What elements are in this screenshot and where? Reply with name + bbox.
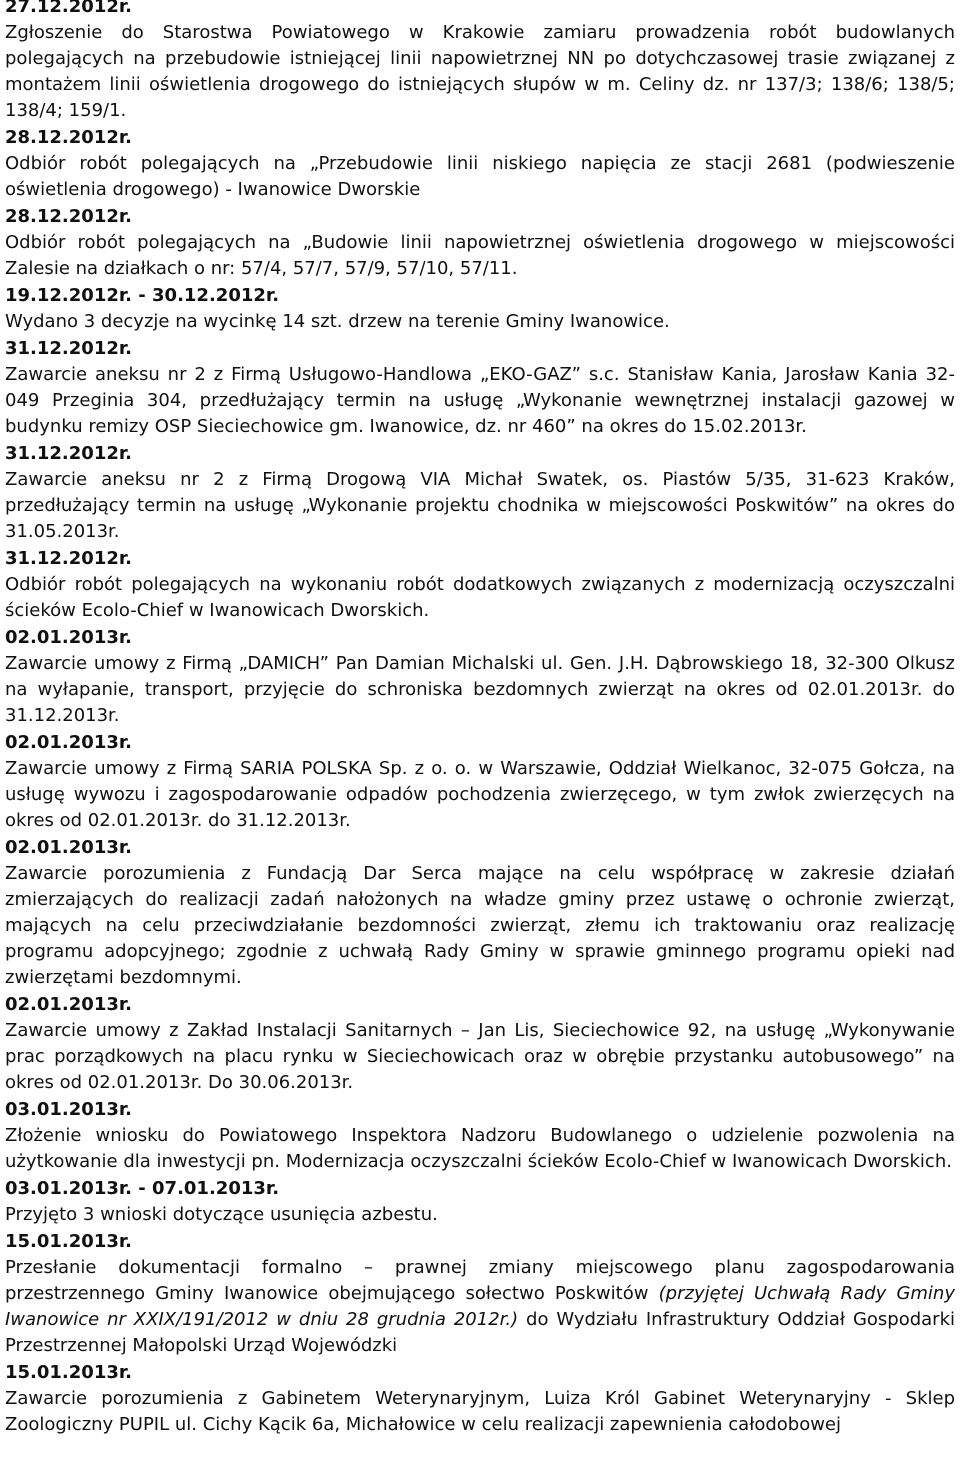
entry-date: 03.01.2013r. - 07.01.2013r. <box>5 1178 280 1199</box>
entry-date: 03.01.2013r. <box>5 1099 133 1120</box>
entry <box>5 625 955 729</box>
entry-text: Zawarcie umowy z Zakład Instalacji Sanitarnych – Jan Lis, Sieciechowice 92, na usługę „Wykonywanie prac porządkowych na placu rynku w Sieciechowicach oraz w obrębie przystanku autobusowego” na okres od 02.01.2013r. Do 30.06.2013r. <box>5 1020 955 1093</box>
entry-date: 15.01.2013r. <box>5 1231 133 1252</box>
entry-text: Odbiór robót polegających na „Budowie linii napowietrznej oświetlenia drogowego w miejscowości Zalesie na działkach o nr: 57/4, 57/7, 57/9, 57/10, 57/11. <box>5 232 955 279</box>
entry <box>5 992 955 1096</box>
entry <box>5 1176 955 1228</box>
entry <box>5 283 955 335</box>
entry <box>5 0 955 124</box>
entry-date: 02.01.2013r. <box>5 732 133 753</box>
entry-text: Przyjęto 3 wnioski dotyczące usunięcia azbestu. <box>5 1204 438 1225</box>
entry-text: Odbiór robót polegających na wykonaniu robót dodatkowych związanych z modernizacją oczyszczalni ścieków Ecolo-Chief w Iwanowicach Dworskich. <box>5 574 955 621</box>
entry-date: 31.12.2012r. <box>5 548 133 569</box>
entry-date: 02.01.2013r. <box>5 837 133 858</box>
entry <box>5 441 955 545</box>
entry-date: 19.12.2012r. - 30.12.2012r. <box>5 285 280 306</box>
entry-date: 28.12.2012r. <box>5 127 133 148</box>
entry-date: 02.01.2013r. <box>5 627 133 648</box>
entry <box>5 204 955 282</box>
entry-text-part: Przesłanie dokumentacji formalno – prawnej zmiany miejscowego planu zagospodarowania przestrzennego Gminy Iwanowice obejmującego sołectwo Poskwitów <box>5 1257 955 1304</box>
entry-text: Zawarcie porozumienia z Gabinetem Weterynaryjnym, Luiza Król Gabinet Weterynaryjny - Sklep Zoologiczny PUPIL ul. Cichy Kącik 6a, Michałowice w celu realizacji zapewnienia całodobowej <box>5 1388 955 1435</box>
entry-date: 15.01.2013r. <box>5 1362 133 1383</box>
entry-date: 31.12.2012r. <box>5 443 133 464</box>
entry-date: 28.12.2012r. <box>5 206 133 227</box>
entry <box>5 1360 955 1438</box>
entry <box>5 1097 955 1175</box>
entry-date: 27.12.2012r. <box>5 0 133 17</box>
entry-text: Zgłoszenie do Starostwa Powiatowego w Krakowie zamiaru prowadzenia robót budowlanych polegających na przebudowie istniejącej linii napowietrznej NN po dotychczasowej trasie związanej z montażem linii oświetlenia drogowego do istniejących słupów w m. Celiny dz. nr 137/3; 138/6; 138/5; 138/4; 159/1. <box>5 22 955 121</box>
entry-text: Zawarcie umowy z Firmą SARIA POLSKA Sp. z o. o. w Warszawie, Oddział Wielkanoc, 32-075 Gołcza, na usługę wywozu i zagospodarowanie odpadów pochodzenia zwierzęcego, w tym zwłok zwierzęcych na okres od 02.01.2013r. do 31.12.2013r. <box>5 758 955 831</box>
entry <box>5 835 955 991</box>
entry-text: Odbiór robót polegających na „Przebudowie linii niskiego napięcia ze stacji 2681 (podwieszenie oświetlenia drogowego) - Iwanowice Dworskie <box>5 153 955 200</box>
entry-text: Wydano 3 decyzje na wycinkę 14 szt. drzew na terenie Gminy Iwanowice. <box>5 311 670 332</box>
entry <box>5 730 955 834</box>
entry-text-italic: (przyjętej Uchwałą Rady Gminy Iwanowice nr XXIX/191/2012 w dniu 28 grudnia 2012r.) <box>5 1283 955 1330</box>
entry-date: 02.01.2013r. <box>5 994 133 1015</box>
entry-text: Zawarcie aneksu nr 2 z Firmą Usługowo-Handlowa „EKO-GAZ” s.c. Stanisław Kania, Jarosław Kania 32-049 Przeginia 304, przedłużający termin na usługę „Wykonanie wewnętrznej instalacji gazowej w budynku remizy OSP Sieciechowice gm. Iwanowice, dz. nr 460” na okres do 15.02.2013r. <box>5 364 955 437</box>
entry-date: 31.12.2012r. <box>5 338 133 359</box>
entry <box>5 1229 955 1359</box>
entry <box>5 546 955 624</box>
entry-text-part: do Wydziału Infrastruktury Oddział Gospodarki Przestrzennej Małopolski Urząd Wojewódzki <box>5 1309 956 1356</box>
entry-text: Zawarcie porozumienia z Fundacją Dar Serca mające na celu współpracę w zakresie działań zmierzających do realizacji zadań nałożonych na władze gminy przez ustawę o ochronie zwierząt, mających na celu przeciwdziałanie bezdomności zwierząt, złemu ich traktowaniu oraz realizację programu adopcyjnego; zgodnie z uchwałą Rady Gminy w sprawie gminnego programu opieki nad zwierzętami bezdomnymi. <box>5 863 955 988</box>
entry <box>5 336 955 440</box>
entry-text: Zawarcie aneksu nr 2 z Firmą Drogową VIA Michał Swatek, os. Piastów 5/35, 31-623 Kraków, przedłużający termin na usługę „Wykonanie projektu chodnika w miejscowości Poskwitów” na okres do 31.05.2013r. <box>5 469 955 542</box>
entry-text: Zawarcie umowy z Firmą „DAMICH” Pan Damian Michalski ul. Gen. J.H. Dąbrowskiego 18, 32-300 Olkusz na wyłapanie, transport, przyjęcie do schroniska bezdomnych zwierząt na okres od 02.01.2013r. do 31.12.2013r. <box>5 653 955 726</box>
entry-text: Złożenie wniosku do Powiatowego Inspektora Nadzoru Budowlanego o udzielenie pozwolenia na użytkowanie dla inwestycji pn. Modernizacja oczyszczalni ścieków Ecolo-Chief w Iwanowicach Dworskich. <box>5 1125 955 1172</box>
entry <box>5 125 955 203</box>
entry-text <box>5 1255 955 1359</box>
